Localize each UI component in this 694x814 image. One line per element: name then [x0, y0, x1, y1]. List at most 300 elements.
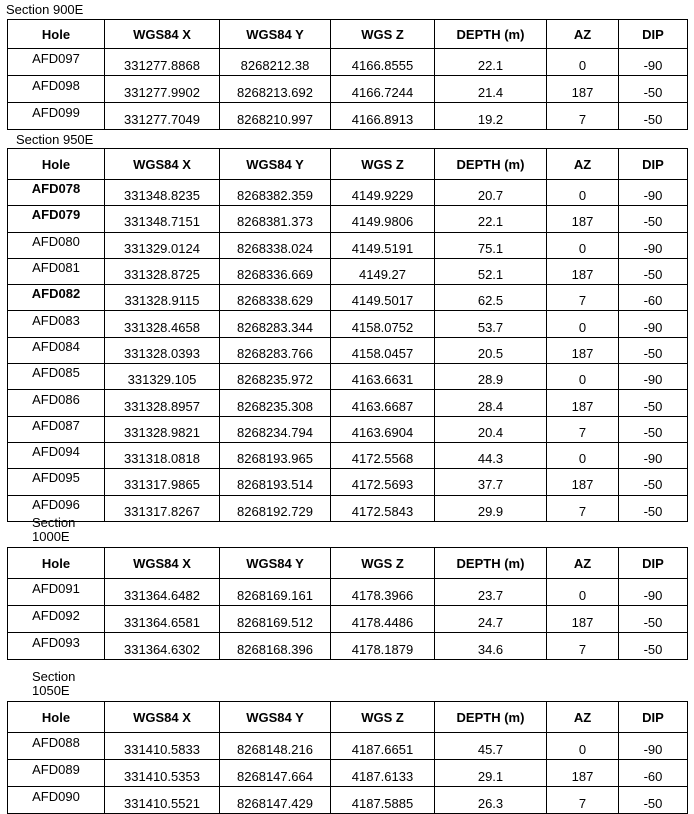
table-row [8, 633, 688, 660]
dip-cell-text: -50 [643, 214, 663, 230]
az-cell-text: 0 [578, 372, 587, 388]
wgs84-x-cell [105, 606, 220, 633]
wgs84-x-cell [105, 733, 220, 760]
wgs-z-cell-text: 4172.5843 [351, 503, 414, 519]
hole-cell-text: AFD081 [32, 260, 80, 276]
depth-header: DEPTH (m) [435, 702, 547, 733]
wgs84-y-cell-text: 8268336.669 [237, 267, 313, 283]
wgs-z-cell-text: 4149.5191 [351, 240, 414, 256]
wgs84-y-cell [220, 469, 331, 495]
wgs84-y-cell [220, 49, 331, 76]
wgs-z-cell [331, 760, 435, 787]
az-cell [547, 49, 619, 76]
wgs-z-cell-text: 4158.0752 [351, 319, 414, 335]
wgs84-x-cell-text: 331348.8235 [124, 188, 200, 204]
wgs84-y-cell-text: 8268147.664 [237, 768, 313, 784]
section-900e-label: Section 900E [6, 2, 84, 17]
depth-cell-text: 21.4 [477, 84, 504, 100]
depth-cell-text: 19.2 [477, 111, 504, 127]
section-1000e-label-line1: Section [32, 515, 76, 530]
wgs84-y-cell [220, 180, 331, 206]
hole-header: Hole [8, 548, 105, 579]
hole-cell-text: AFD089 [32, 761, 80, 777]
depth-cell-text: 26.3 [477, 795, 504, 811]
depth-cell-text: 62.5 [477, 293, 504, 309]
hole-cell-text: AFD098 [32, 77, 80, 93]
dip-cell [619, 495, 688, 521]
hole-cell-text: AFD097 [32, 50, 80, 66]
table-row [8, 76, 688, 103]
az-header: AZ [547, 20, 619, 49]
az-cell-text: 0 [578, 741, 587, 757]
wgs84-y-header: WGS84 Y [220, 548, 331, 579]
wgs84-x-cell [105, 633, 220, 660]
section-1050e-label [32, 670, 75, 698]
depth-cell [435, 495, 547, 521]
hole-cell-text: AFD090 [32, 788, 80, 804]
wgs84-x-header: WGS84 X [105, 702, 220, 733]
wgs84-y-cell-text: 8268382.359 [237, 188, 313, 204]
wgs-z-cell [331, 258, 435, 284]
section-1050e-table [7, 701, 688, 814]
hole-cell [8, 285, 105, 311]
hole-cell-text: AFD080 [32, 233, 80, 249]
hole-cell [8, 442, 105, 468]
wgs-z-cell [331, 364, 435, 390]
wgs-z-cell-text: 4166.8555 [351, 57, 414, 73]
depth-cell [435, 49, 547, 76]
az-cell [547, 606, 619, 633]
dip-header: DIP [619, 149, 688, 180]
depth-cell [435, 579, 547, 606]
wgs-z-cell [331, 49, 435, 76]
dip-cell [619, 76, 688, 103]
section-1000e-label [32, 516, 75, 544]
dip-cell-text: -90 [643, 240, 663, 256]
wgs84-x-cell [105, 285, 220, 311]
wgs84-y-cell-text: 8268192.729 [237, 503, 313, 519]
wgs-z-cell [331, 442, 435, 468]
wgs84-y-cell [220, 103, 331, 130]
depth-cell [435, 206, 547, 232]
depth-cell-text: 22.1 [477, 57, 504, 73]
wgs-z-header: WGS Z [331, 20, 435, 49]
dip-cell-text: -50 [643, 267, 663, 283]
az-cell [547, 76, 619, 103]
az-cell [547, 787, 619, 814]
dip-cell-text: -90 [643, 451, 663, 467]
wgs84-y-cell [220, 416, 331, 442]
wgs84-x-cell-text: 331328.9821 [124, 424, 200, 440]
wgs-z-header: WGS Z [331, 548, 435, 579]
hole-cell [8, 760, 105, 787]
wgs84-x-cell-text: 331329.105 [127, 372, 197, 388]
dip-cell-text: -50 [643, 424, 663, 440]
wgs84-y-cell [220, 442, 331, 468]
wgs-z-cell-text: 4187.6651 [351, 741, 414, 757]
wgs-z-cell [331, 495, 435, 521]
table-row [8, 469, 688, 495]
az-cell [547, 733, 619, 760]
az-cell-text: 187 [571, 214, 594, 230]
wgs84-x-cell [105, 103, 220, 130]
wgs-z-cell [331, 232, 435, 258]
dip-cell [619, 364, 688, 390]
az-cell [547, 285, 619, 311]
depth-cell [435, 285, 547, 311]
depth-cell-text: 29.1 [477, 768, 504, 784]
depth-cell [435, 416, 547, 442]
hole-cell [8, 364, 105, 390]
table-row [8, 232, 688, 258]
table-row [8, 787, 688, 814]
wgs84-x-cell [105, 787, 220, 814]
wgs84-y-cell-text: 8268283.344 [237, 319, 313, 335]
depth-cell [435, 760, 547, 787]
dip-cell [619, 416, 688, 442]
section-950e-table [7, 148, 688, 522]
hole-cell [8, 606, 105, 633]
az-cell [547, 579, 619, 606]
wgs-z-cell [331, 733, 435, 760]
hole-cell-text: AFD095 [32, 470, 80, 486]
dip-cell [619, 606, 688, 633]
depth-cell [435, 469, 547, 495]
hole-cell [8, 787, 105, 814]
hole-cell-text: AFD099 [32, 104, 80, 120]
table-row [8, 606, 688, 633]
section-1000e-table [7, 547, 688, 660]
wgs84-y-cell [220, 390, 331, 416]
depth-cell-text: 52.1 [477, 267, 504, 283]
wgs84-x-cell [105, 579, 220, 606]
hole-header: Hole [8, 149, 105, 180]
wgs-z-cell-text: 4149.9229 [351, 188, 414, 204]
wgs84-y-cell-text: 8268234.794 [237, 424, 313, 440]
wgs84-x-cell-text: 331328.9115 [124, 293, 200, 309]
wgs84-y-cell [220, 364, 331, 390]
wgs-z-cell [331, 416, 435, 442]
dip-cell [619, 442, 688, 468]
az-header: AZ [547, 149, 619, 180]
wgs84-y-cell-text: 8268381.373 [237, 214, 313, 230]
table-row [8, 390, 688, 416]
dip-cell-text: -50 [643, 84, 663, 100]
wgs-z-cell [331, 390, 435, 416]
wgs84-y-cell [220, 633, 331, 660]
wgs84-y-cell [220, 733, 331, 760]
wgs-z-cell-text: 4172.5693 [351, 477, 414, 493]
wgs84-y-cell-text: 8268147.429 [237, 795, 313, 811]
wgs84-x-cell-text: 331317.9865 [124, 477, 200, 493]
hole-cell [8, 633, 105, 660]
hole-cell-text: AFD084 [32, 338, 80, 354]
dip-cell-text: -60 [643, 768, 663, 784]
wgs84-y-cell [220, 206, 331, 232]
wgs84-y-cell-text: 8268235.972 [237, 372, 313, 388]
dip-cell-text: -90 [643, 741, 663, 757]
hole-cell [8, 232, 105, 258]
dip-cell-text: -50 [643, 111, 663, 127]
section-1000e-label-line2: 1000E [32, 529, 70, 544]
dip-cell-text: -60 [643, 293, 663, 309]
az-cell [547, 633, 619, 660]
wgs-z-cell-text: 4163.6631 [351, 372, 414, 388]
dip-header: DIP [619, 702, 688, 733]
table-row [8, 579, 688, 606]
wgs84-y-cell [220, 285, 331, 311]
wgs-z-header: WGS Z [331, 702, 435, 733]
wgs84-x-cell-text: 331364.6302 [124, 641, 200, 657]
wgs84-x-cell [105, 495, 220, 521]
wgs-z-cell [331, 285, 435, 311]
wgs84-x-cell [105, 364, 220, 390]
dip-cell [619, 469, 688, 495]
az-cell-text: 187 [571, 398, 594, 414]
depth-cell [435, 364, 547, 390]
wgs84-y-cell-text: 8268169.161 [237, 587, 313, 603]
table-row [8, 49, 688, 76]
az-cell-text: 187 [571, 768, 594, 784]
hole-cell-text: AFD091 [32, 580, 80, 596]
az-cell-text: 0 [578, 57, 587, 73]
hole-cell-text: AFD094 [32, 444, 80, 460]
depth-cell [435, 337, 547, 363]
wgs84-x-header: WGS84 X [105, 20, 220, 49]
wgs-z-cell-text: 4163.6904 [351, 424, 414, 440]
dip-cell [619, 206, 688, 232]
header-row [8, 548, 688, 579]
wgs-z-cell [331, 180, 435, 206]
wgs84-x-cell-text: 331328.8957 [124, 398, 200, 414]
depth-cell [435, 733, 547, 760]
az-cell-text: 7 [578, 111, 587, 127]
dip-cell-text: -50 [643, 398, 663, 414]
wgs84-y-cell [220, 579, 331, 606]
depth-cell [435, 390, 547, 416]
wgs84-x-cell-text: 331277.9902 [124, 84, 200, 100]
wgs-z-cell [331, 311, 435, 337]
wgs-z-cell-text: 4172.5568 [351, 451, 414, 467]
wgs84-y-cell-text: 8268213.692 [237, 84, 313, 100]
wgs84-y-header: WGS84 Y [220, 149, 331, 180]
hole-cell [8, 469, 105, 495]
wgs84-x-cell [105, 206, 220, 232]
depth-cell-text: 20.7 [477, 188, 504, 204]
depth-cell-text: 24.7 [477, 614, 504, 630]
wgs84-x-cell-text: 331277.7049 [124, 111, 200, 127]
hole-cell-text: AFD096 [32, 496, 80, 512]
wgs-z-cell [331, 76, 435, 103]
wgs-z-cell [331, 103, 435, 130]
az-cell-text: 7 [578, 424, 587, 440]
wgs-z-cell [331, 206, 435, 232]
wgs84-x-cell [105, 258, 220, 284]
dip-cell-text: -50 [643, 345, 663, 361]
hole-cell-text: AFD082 [31, 286, 81, 302]
wgs-z-cell [331, 579, 435, 606]
wgs84-x-cell [105, 469, 220, 495]
hole-cell [8, 103, 105, 130]
hole-cell [8, 76, 105, 103]
wgs84-x-cell-text: 331328.8725 [124, 267, 200, 283]
dip-cell-text: -50 [643, 641, 663, 657]
hole-cell-text: AFD092 [32, 607, 80, 623]
az-cell-text: 7 [578, 503, 587, 519]
depth-cell [435, 258, 547, 284]
depth-cell-text: 23.7 [477, 587, 504, 603]
az-cell-text: 187 [571, 84, 594, 100]
depth-header: DEPTH (m) [435, 149, 547, 180]
wgs-z-cell [331, 633, 435, 660]
depth-cell [435, 76, 547, 103]
hole-cell [8, 579, 105, 606]
dip-cell [619, 232, 688, 258]
table-row [8, 206, 688, 232]
wgs84-y-cell [220, 311, 331, 337]
wgs84-y-cell-text: 8268148.216 [237, 741, 313, 757]
depth-cell-text: 44.3 [477, 451, 504, 467]
wgs84-y-cell-text: 8268338.629 [237, 293, 313, 309]
hole-header: Hole [8, 20, 105, 49]
header-row [8, 702, 688, 733]
dip-cell [619, 733, 688, 760]
depth-cell-text: 34.6 [477, 641, 504, 657]
wgs84-x-cell-text: 331410.5353 [124, 768, 200, 784]
hole-cell [8, 337, 105, 363]
wgs84-y-cell-text: 8268168.396 [237, 641, 313, 657]
table-row [8, 733, 688, 760]
wgs-z-cell [331, 337, 435, 363]
depth-cell [435, 180, 547, 206]
depth-cell [435, 442, 547, 468]
wgs84-y-cell [220, 76, 331, 103]
az-cell [547, 337, 619, 363]
depth-cell-text: 20.4 [477, 424, 504, 440]
az-cell-text: 187 [571, 614, 594, 630]
wgs84-x-cell-text: 331328.4658 [124, 319, 200, 335]
wgs84-y-cell-text: 8268235.308 [237, 398, 313, 414]
dip-cell [619, 390, 688, 416]
az-cell-text: 7 [578, 795, 587, 811]
wgs-z-cell-text: 4163.6687 [351, 398, 414, 414]
az-cell-text: 7 [578, 641, 587, 657]
wgs84-x-cell [105, 760, 220, 787]
az-cell [547, 760, 619, 787]
depth-cell [435, 103, 547, 130]
wgs84-y-cell-text: 8268169.512 [237, 614, 313, 630]
wgs84-y-cell [220, 232, 331, 258]
dip-cell-text: -90 [643, 57, 663, 73]
wgs-z-cell-text: 4149.27 [359, 267, 406, 283]
hole-cell [8, 390, 105, 416]
wgs-z-cell-text: 4158.0457 [351, 345, 414, 361]
az-cell-text: 0 [578, 240, 587, 256]
dip-cell [619, 787, 688, 814]
depth-cell [435, 232, 547, 258]
depth-cell [435, 633, 547, 660]
az-cell-text: 0 [578, 587, 587, 603]
wgs84-x-cell-text: 331328.0393 [124, 345, 200, 361]
az-cell [547, 390, 619, 416]
dip-cell [619, 103, 688, 130]
table-row [8, 337, 688, 363]
az-header: AZ [547, 702, 619, 733]
az-cell-text: 187 [571, 345, 594, 361]
wgs84-x-cell-text: 331410.5833 [124, 741, 200, 757]
table-row [8, 311, 688, 337]
wgs84-x-cell-text: 331364.6482 [124, 587, 200, 603]
wgs-z-cell-text: 4149.9806 [351, 214, 414, 230]
wgs84-x-cell [105, 311, 220, 337]
depth-cell-text: 22.1 [477, 214, 504, 230]
wgs84-x-cell [105, 180, 220, 206]
wgs84-y-header: WGS84 Y [220, 702, 331, 733]
hole-cell-text: AFD093 [32, 634, 80, 650]
dip-cell [619, 633, 688, 660]
az-header: AZ [547, 548, 619, 579]
wgs84-y-cell-text: 8268193.965 [237, 451, 313, 467]
wgs84-x-cell-text: 331277.8868 [124, 57, 200, 73]
depth-cell-text: 45.7 [477, 741, 504, 757]
az-cell [547, 364, 619, 390]
wgs84-x-header: WGS84 X [105, 149, 220, 180]
hole-cell [8, 416, 105, 442]
wgs-z-cell-text: 4178.1879 [351, 641, 414, 657]
wgs84-y-header: WGS84 Y [220, 20, 331, 49]
wgs-z-header: WGS Z [331, 149, 435, 180]
az-cell [547, 416, 619, 442]
az-cell-text: 187 [571, 477, 594, 493]
az-cell [547, 232, 619, 258]
wgs84-x-cell [105, 442, 220, 468]
az-cell [547, 311, 619, 337]
header-row [8, 20, 688, 49]
table-row [8, 180, 688, 206]
wgs84-x-cell-text: 331410.5521 [124, 795, 200, 811]
header-row [8, 149, 688, 180]
dip-cell [619, 180, 688, 206]
wgs-z-cell-text: 4149.5017 [351, 293, 414, 309]
wgs84-x-cell [105, 337, 220, 363]
hole-cell [8, 49, 105, 76]
az-cell [547, 442, 619, 468]
depth-cell-text: 53.7 [477, 319, 504, 335]
depth-cell-text: 37.7 [477, 477, 504, 493]
wgs84-x-cell [105, 49, 220, 76]
hole-cell [8, 258, 105, 284]
wgs-z-cell-text: 4178.3966 [351, 587, 414, 603]
section-1050e-label-line2: 1050E [32, 683, 70, 698]
az-cell [547, 180, 619, 206]
table-row [8, 442, 688, 468]
wgs84-x-header: WGS84 X [105, 548, 220, 579]
table-row [8, 258, 688, 284]
az-cell [547, 258, 619, 284]
hole-cell [8, 733, 105, 760]
hole-cell-text: AFD079 [31, 207, 81, 223]
dip-cell-text: -50 [643, 614, 663, 630]
dip-cell [619, 258, 688, 284]
wgs84-x-cell-text: 331317.8267 [124, 503, 200, 519]
dip-cell [619, 49, 688, 76]
depth-cell [435, 311, 547, 337]
section-1050e-label-line1: Section [32, 669, 76, 684]
wgs84-x-cell [105, 232, 220, 258]
depth-cell [435, 606, 547, 633]
hole-cell [8, 180, 105, 206]
az-cell-text: 7 [578, 293, 587, 309]
